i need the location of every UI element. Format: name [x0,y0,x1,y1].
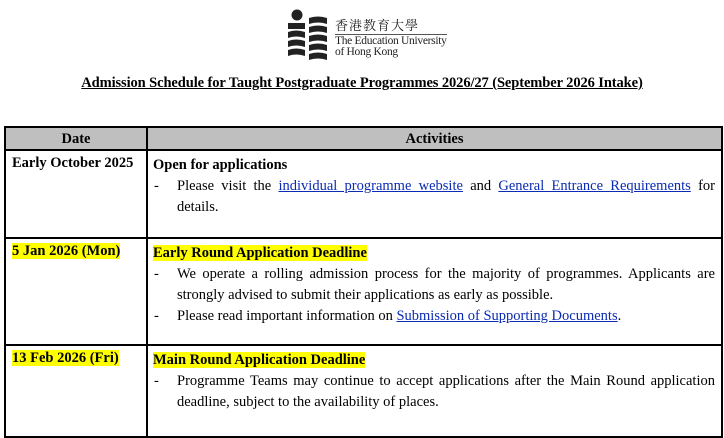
logo-chinese-name: 香港教育大學 [335,19,420,34]
date-cell [5,238,147,345]
admission-schedule-table [4,126,723,438]
eduhk-logo-icon [287,9,329,61]
column-header-activities: Activities [147,127,722,150]
table-row [5,238,722,345]
bullet-dash: - [154,266,159,282]
activity-title: Main Round Application Deadline [153,352,366,368]
table-row [5,150,722,238]
activity-title: Open for applications [153,157,288,173]
column-header-date: Date [5,127,147,150]
bullet-item: - Please read important information on Submission of Supporting Documents. [153,306,715,327]
bullet-item: - We operate a rolling admission process for the majority of programmes. Applicants are strongly advised to submit their applications as early as possible. [154,266,715,303]
logo-english-name [335,36,447,58]
table-header-row [5,127,722,150]
bullet-dash: - [154,178,159,194]
date-cell [5,150,147,238]
activity-cell [147,238,722,345]
submission-of-supporting-documents-link[interactable]: Submission of Supporting Documents [396,308,618,324]
bullet-item: - Programme Teams may continue to accept applications after the Main Round application deadline, subject to the availability of places. [154,373,715,410]
logo-english-line1: The Education University [335,35,447,47]
date-text: 5 Jan 2026 (Mon) [12,243,121,259]
bullet-item: - Please visit the individual programme website and General Entrance Requirements for details. [154,178,715,215]
activity-title: Early Round Application Deadline [153,245,367,261]
logo-english-line2: of Hong Kong [335,46,398,58]
bullet-dash: - [154,308,159,324]
university-logo [287,9,457,61]
bullet-dash: - [154,373,159,389]
activity-cell [147,150,722,238]
date-text: 13 Feb 2026 (Fri) [12,350,119,366]
general-entrance-requirements-link[interactable]: General Entrance Requirements [498,178,691,194]
activity-cell [147,345,722,437]
date-text: Early October 2025 [12,155,134,171]
table-row [5,345,722,437]
page-title: Admission Schedule for Taught Postgraduate Programmes 2026/27 (September 2026 Intake) [81,75,643,91]
date-cell [5,345,147,437]
individual-programme-website-link[interactable]: individual programme website [278,178,463,194]
